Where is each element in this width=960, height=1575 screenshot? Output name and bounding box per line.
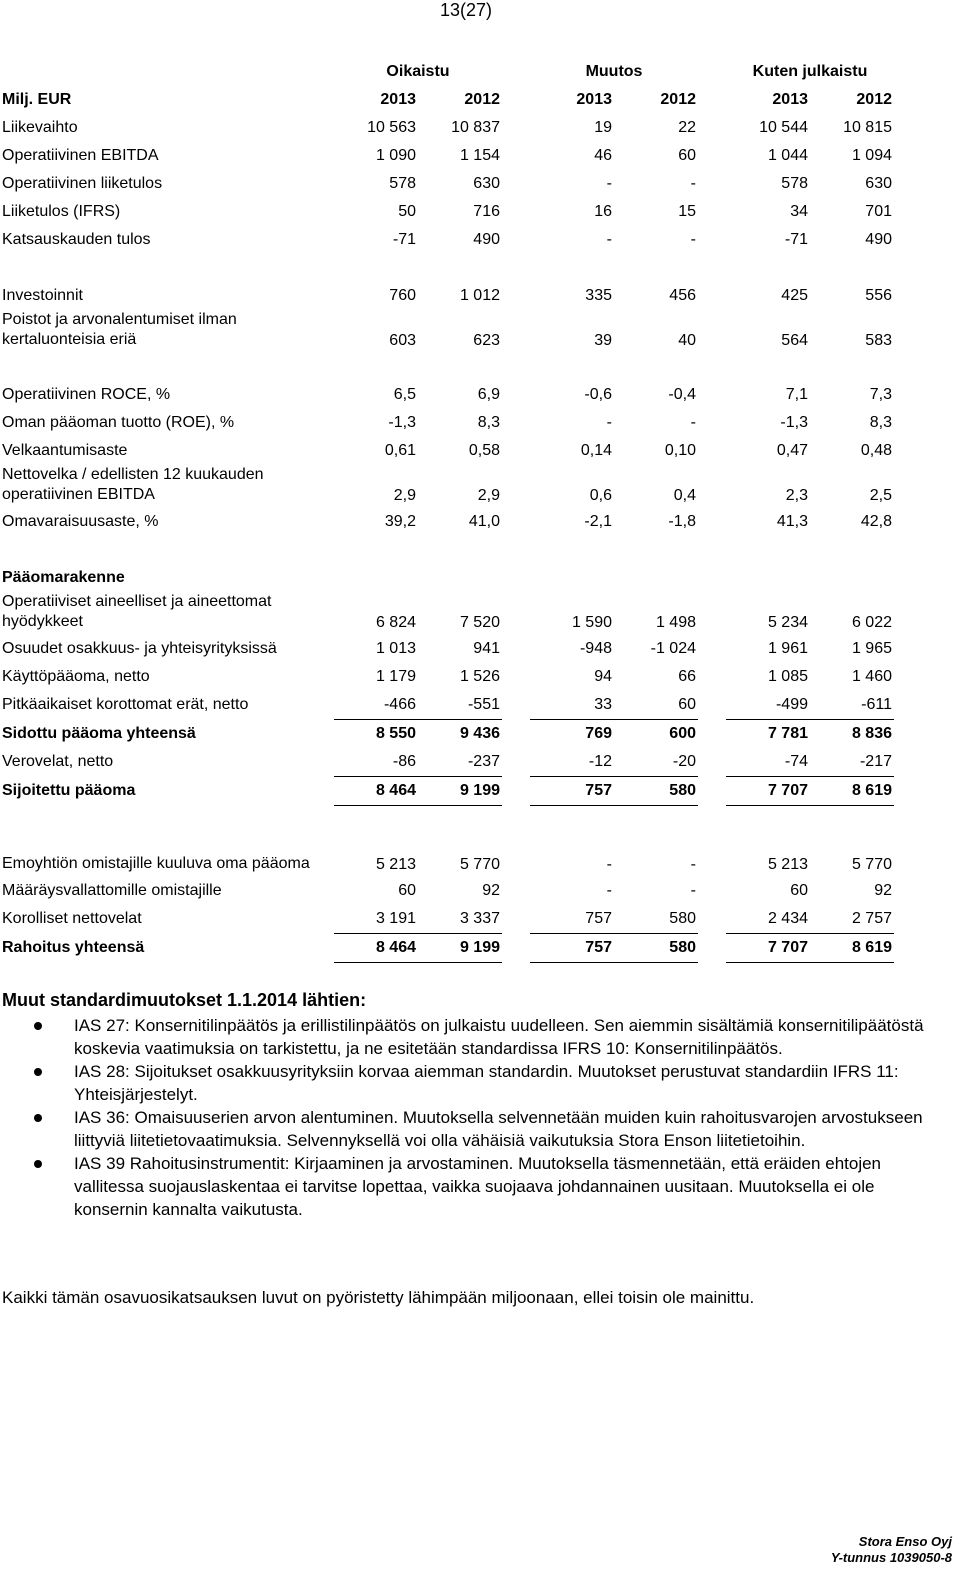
row-label: Oman pääoman tuotto (ROE), % <box>2 414 235 431</box>
table-row <box>2 834 894 877</box>
row-label: Pitkäaikaiset korottomat erät, netto <box>2 696 249 714</box>
column-gap <box>698 198 726 226</box>
table-row <box>2 508 894 536</box>
table-cell: 1 012 <box>459 287 500 304</box>
row-label: Operatiivinen ROCE, % <box>2 386 171 403</box>
table-cell: - <box>690 882 696 899</box>
row-label: Sidottu pääoma yhteensä <box>2 724 196 742</box>
table-cell: 6 824 <box>375 614 416 631</box>
table-row <box>2 905 894 934</box>
column-gap <box>698 282 726 310</box>
table-row <box>2 748 894 777</box>
year-header: 2013 <box>576 91 612 108</box>
unit-label: Milj. EUR <box>2 91 72 108</box>
table-cell: -0,6 <box>584 386 612 403</box>
table-cell: 9 436 <box>459 725 500 742</box>
table-cell: -1,8 <box>668 513 696 530</box>
table-cell: 1 013 <box>375 640 416 657</box>
business-id: Y-tunnus 1039050-8 <box>830 1550 952 1565</box>
row-label: Määräysvallattomille omistajille <box>2 882 222 899</box>
column-gap <box>502 142 530 170</box>
table-cell: 8 619 <box>810 777 894 806</box>
table-row <box>2 465 894 508</box>
spacer-row <box>2 536 894 564</box>
table-cell: -74 <box>726 748 810 777</box>
column-gap <box>502 834 530 877</box>
table-cell: -948 <box>579 640 612 657</box>
column-gap <box>502 777 530 806</box>
table-cell: 578 <box>781 175 808 192</box>
table-cell: 7,1 <box>785 386 808 403</box>
table-cell: 1 154 <box>459 147 500 164</box>
table-row <box>2 226 894 254</box>
row-label: Operatiivinen liiketulos <box>2 175 163 192</box>
column-gap <box>502 114 530 142</box>
bullet-icon <box>34 1068 42 1076</box>
table-cell: 19 <box>594 119 612 136</box>
row-label: Operatiiviset aineelliset ja aineettomat hyödykkeet <box>2 593 272 630</box>
table-cell: -1,3 <box>388 414 416 431</box>
row-label: Emoyhtiön omistajille kuuluva oma pääoma <box>2 855 310 872</box>
column-gap <box>698 170 726 198</box>
group-header: Oikaistu <box>386 63 450 80</box>
table-cell: 1 090 <box>375 147 416 164</box>
row-label: Korolliset nettovelat <box>2 910 142 928</box>
table-row <box>2 777 894 806</box>
table-cell: -86 <box>334 748 418 777</box>
table-cell: 580 <box>614 777 698 806</box>
year-header: 2013 <box>772 91 808 108</box>
table-cell: 2,3 <box>785 487 808 504</box>
table-row <box>2 170 894 198</box>
table-cell: 7 520 <box>459 614 500 631</box>
table-cell: 34 <box>790 203 808 220</box>
table-cell: 50 <box>398 203 416 220</box>
table-cell: 716 <box>473 203 500 220</box>
table-cell: 1 498 <box>655 614 696 631</box>
table-cell: 10 544 <box>759 119 808 136</box>
column-gap <box>698 777 726 806</box>
table-cell: 60 <box>398 882 416 899</box>
table-cell: 92 <box>874 882 892 899</box>
column-gap <box>502 905 530 934</box>
table-row <box>2 635 894 663</box>
table-cell: -551 <box>418 691 502 720</box>
table-cell: -217 <box>810 748 894 777</box>
column-gap <box>502 198 530 226</box>
column-gap <box>502 592 530 635</box>
column-gap <box>502 409 530 437</box>
table-cell: 5 213 <box>375 856 416 873</box>
table-cell: 5 213 <box>767 856 808 873</box>
column-gap <box>698 635 726 663</box>
column-gap <box>502 381 530 409</box>
column-gap <box>698 508 726 536</box>
year-header: 2013 <box>380 91 416 108</box>
bullet-icon <box>34 1160 42 1168</box>
spacer-row <box>2 806 894 835</box>
table-cell: 0,14 <box>580 442 612 459</box>
table-cell: 10 563 <box>367 119 416 136</box>
table-cell: 16 <box>594 203 612 220</box>
table-cell: 583 <box>865 332 892 349</box>
table-cell: 580 <box>614 934 698 963</box>
table-cell: 1 961 <box>767 640 808 657</box>
table-cell: 0,47 <box>776 442 808 459</box>
table-cell: 1 460 <box>851 668 892 685</box>
table-cell: 5 234 <box>767 614 808 631</box>
table-cell: 456 <box>669 287 696 304</box>
company-name: Stora Enso Oyj <box>858 1534 952 1549</box>
column-gap <box>502 691 530 720</box>
table-cell: 5 770 <box>459 856 500 873</box>
table-cell: 757 <box>530 777 614 806</box>
row-label: Liiketulos (IFRS) <box>2 203 121 220</box>
column-gap <box>698 142 726 170</box>
table-cell: 769 <box>585 725 612 742</box>
table-cell: -0,4 <box>668 386 696 403</box>
table-row <box>2 592 894 635</box>
table-cell: 94 <box>594 668 612 685</box>
table-cell: 2,9 <box>477 487 500 504</box>
column-gap <box>502 748 530 777</box>
table-cell: -2,1 <box>584 513 612 530</box>
table-cell: 490 <box>473 231 500 248</box>
column-gap <box>698 877 726 905</box>
financial-table <box>2 58 894 963</box>
table-cell: 701 <box>865 203 892 220</box>
column-gap <box>698 748 726 777</box>
table-row <box>2 282 894 310</box>
column-gap <box>698 114 726 142</box>
table-cell: 1 094 <box>851 147 892 164</box>
rounding-footnote: Kaikki tämän osavuosikatsauksen luvut on pyöristetty lähimpään miljoonaan, ellei toisin ole mainittu. <box>2 1288 755 1307</box>
table-cell: 7 781 <box>767 725 808 742</box>
year-header: 2012 <box>660 91 696 108</box>
year-header-row <box>2 86 894 114</box>
table-cell: 0,4 <box>673 487 696 504</box>
table-cell: 556 <box>865 287 892 304</box>
table-row <box>2 691 894 720</box>
table-cell: 8 464 <box>334 777 418 806</box>
column-gap <box>698 437 726 465</box>
column-gap <box>698 934 726 963</box>
table-cell: 603 <box>389 332 416 349</box>
row-label: Verovelat, netto <box>2 753 114 771</box>
table-cell: 8,3 <box>869 414 892 431</box>
column-gap <box>698 592 726 635</box>
table-cell: 578 <box>389 175 416 192</box>
table-cell: 8 464 <box>334 934 418 963</box>
section-title: Pääomarakenne <box>2 569 125 586</box>
table-cell: 3 191 <box>334 905 418 934</box>
table-cell: - <box>606 856 612 873</box>
column-gap <box>698 381 726 409</box>
column-gap <box>502 663 530 691</box>
table-cell: 623 <box>473 332 500 349</box>
table-cell: 335 <box>585 287 612 304</box>
table-row <box>2 437 894 465</box>
column-gap <box>502 877 530 905</box>
spacer-row <box>2 254 894 282</box>
table-cell: 3 337 <box>418 905 502 934</box>
table-cell: 66 <box>678 668 696 685</box>
column-gap <box>502 934 530 963</box>
table-cell: 6,9 <box>477 386 500 403</box>
column-gap <box>698 720 726 749</box>
table-cell: 46 <box>594 147 612 164</box>
table-row <box>2 934 894 963</box>
table-cell: 1 965 <box>851 640 892 657</box>
table-cell: - <box>690 231 696 248</box>
table-cell: 0,6 <box>589 487 612 504</box>
column-gap <box>502 508 530 536</box>
table-row <box>2 310 894 353</box>
table-cell: 9 199 <box>418 777 502 806</box>
table-cell: - <box>606 414 612 431</box>
table-cell: 7,3 <box>869 386 892 403</box>
row-label: Investoinnit <box>2 287 83 304</box>
table-cell: -1,3 <box>780 414 808 431</box>
table-cell: 760 <box>389 287 416 304</box>
table-cell: -466 <box>334 691 418 720</box>
column-gap <box>698 663 726 691</box>
table-cell: 2 757 <box>810 905 894 934</box>
table-cell: 33 <box>530 691 614 720</box>
table-cell: 5 770 <box>851 856 892 873</box>
group-header-row <box>2 58 894 86</box>
list-item: IAS 39 Rahoitusinstrumentit: Kirjaaminen ja arvostaminen. Muutoksella täsmennetään, että eräiden ehtojen vallitessa suojauslaskentaa ei tarvitse lopettaa, vaikka suojaava johdannainen uusitaan. Muutoksella ei ole konsernin kannalta vaikutusta. <box>2 1152 932 1221</box>
table-cell: 8 619 <box>810 934 894 963</box>
table-cell: - <box>690 175 696 192</box>
column-gap <box>502 465 530 508</box>
table-cell: 42,8 <box>860 513 892 530</box>
table-cell: 60 <box>790 882 808 899</box>
table-cell: - <box>606 231 612 248</box>
table-cell: -12 <box>530 748 614 777</box>
table-cell: 1 179 <box>375 668 416 685</box>
table-row <box>2 142 894 170</box>
table-cell: 757 <box>530 934 614 963</box>
table-cell: 757 <box>530 905 614 934</box>
table-row <box>2 198 894 226</box>
column-gap <box>502 310 530 353</box>
table-row <box>2 409 894 437</box>
table-cell: 630 <box>865 175 892 192</box>
table-cell: 490 <box>865 231 892 248</box>
year-header: 2012 <box>464 91 500 108</box>
column-gap <box>698 691 726 720</box>
section-title-row <box>2 564 894 592</box>
table-cell: - <box>690 414 696 431</box>
table-cell: 8,3 <box>477 414 500 431</box>
column-gap <box>698 834 726 877</box>
table-cell: -1 024 <box>650 640 696 657</box>
standards-list <box>2 1014 932 1221</box>
year-header: 2012 <box>856 91 892 108</box>
column-gap <box>698 409 726 437</box>
other-standard-changes <box>2 990 932 1221</box>
row-label: Osuudet osakkuus- ja yhteisyrityksissä <box>2 640 277 657</box>
row-label: Katsauskauden tulos <box>2 231 151 248</box>
row-label: Käyttöpääoma, netto <box>2 668 150 685</box>
table-cell: - <box>690 856 696 873</box>
table-cell: -71 <box>392 231 416 248</box>
table-cell: 2,5 <box>869 487 892 504</box>
table-cell: 580 <box>614 905 698 934</box>
column-gap <box>698 226 726 254</box>
row-label: Operatiivinen EBITDA <box>2 147 159 164</box>
column-gap <box>698 465 726 508</box>
table-cell: 2,9 <box>393 487 416 504</box>
table-cell: 41,0 <box>468 513 500 530</box>
bullet-icon <box>34 1114 42 1122</box>
table-cell: 0,10 <box>664 442 696 459</box>
table-cell: 0,61 <box>384 442 416 459</box>
column-gap <box>698 310 726 353</box>
row-label: Liikevaihto <box>2 119 78 136</box>
table-cell: 1 085 <box>767 668 808 685</box>
row-label: Omavaraisuusaste, % <box>2 513 159 530</box>
table-cell: -20 <box>614 748 698 777</box>
page-number: 13(27) <box>440 0 493 20</box>
spacer-row <box>2 353 894 381</box>
table-cell: 8 836 <box>851 725 892 742</box>
table-cell: 0,48 <box>860 442 892 459</box>
footer <box>831 1534 952 1566</box>
column-gap <box>502 437 530 465</box>
row-label: Rahoitus yhteensä <box>2 939 145 956</box>
column-gap <box>502 635 530 663</box>
group-header: Muutos <box>585 63 643 80</box>
table-cell: -499 <box>726 691 810 720</box>
table-cell: -611 <box>810 691 894 720</box>
table-cell: 10 837 <box>451 119 500 136</box>
table-cell: 1 526 <box>459 668 500 685</box>
column-gap <box>502 282 530 310</box>
row-label: Poistot ja arvonalentumiset ilman kertaluonteisia eriä <box>2 311 237 348</box>
column-gap <box>502 226 530 254</box>
table-cell: 425 <box>781 287 808 304</box>
table-row <box>2 720 894 749</box>
table-cell: 630 <box>473 175 500 192</box>
list-item: IAS 36: Omaisuuserien arvon alentuminen. Muutoksella selvennetään muiden kuin rahoitusvarojen arvostukseen liittyviä liitetietovaatimuksia. Selvennyksellä voi olla vähäisiä vaikutuksia Stora Enson liitetietoihin. <box>2 1106 932 1152</box>
row-label: Velkaantumisaste <box>2 442 128 459</box>
table-cell: - <box>606 882 612 899</box>
table-cell: 8 550 <box>375 725 416 742</box>
column-gap <box>698 905 726 934</box>
group-header: Kuten julkaistu <box>752 63 868 80</box>
table-cell: 39 <box>594 332 612 349</box>
table-cell: 1 590 <box>571 614 612 631</box>
bullet-icon <box>34 1022 42 1030</box>
table-cell: 6 022 <box>851 614 892 631</box>
table-cell: 0,58 <box>468 442 500 459</box>
row-label: Nettovelka / edellisten 12 kuukauden operatiivinen EBITDA <box>2 466 264 503</box>
table-cell: 10 815 <box>843 119 892 136</box>
table-cell: -71 <box>784 231 808 248</box>
list-item: IAS 28: Sijoitukset osakkuusyrityksiin korvaa aiemman standardin. Muutokset perustuvat standardiin IFRS 11: Yhteisjärjestelyt. <box>2 1060 932 1106</box>
table-cell: 1 044 <box>767 147 808 164</box>
table-cell: 92 <box>482 882 500 899</box>
table-cell: 941 <box>473 640 500 657</box>
list-item: IAS 27: Konsernitilinpäätös ja erillistilinpäätös on julkaistu uudelleen. Sen aiemmin sisältämiä konsernitilipäätöstä koskevia vaatimuksia on tarkistettu, ja ne esitetään standardissa IFRS 10: Konsernitilinpäätös. <box>2 1014 932 1060</box>
table-row <box>2 114 894 142</box>
table-cell: 22 <box>678 119 696 136</box>
row-label: Sijoitettu pääoma <box>2 782 136 799</box>
table-cell: 600 <box>669 725 696 742</box>
table-cell: 2 434 <box>726 905 810 934</box>
table-cell: 40 <box>678 332 696 349</box>
table-cell: 39,2 <box>384 513 416 530</box>
table-row <box>2 877 894 905</box>
column-gap <box>502 720 530 749</box>
table-cell: 60 <box>678 147 696 164</box>
table-cell: 7 707 <box>726 777 810 806</box>
table-cell: - <box>606 175 612 192</box>
table-cell: 15 <box>678 203 696 220</box>
table-cell: 7 707 <box>726 934 810 963</box>
table-cell: 41,3 <box>776 513 808 530</box>
table-cell: -237 <box>418 748 502 777</box>
table-cell: 6,5 <box>393 386 416 403</box>
muut-title: Muut standardimuutokset 1.1.2014 lähtien: <box>2 990 367 1010</box>
table-cell: 60 <box>614 691 698 720</box>
column-gap <box>502 170 530 198</box>
table-row <box>2 663 894 691</box>
table-cell: 564 <box>781 332 808 349</box>
table-row <box>2 381 894 409</box>
table-cell: 9 199 <box>418 934 502 963</box>
